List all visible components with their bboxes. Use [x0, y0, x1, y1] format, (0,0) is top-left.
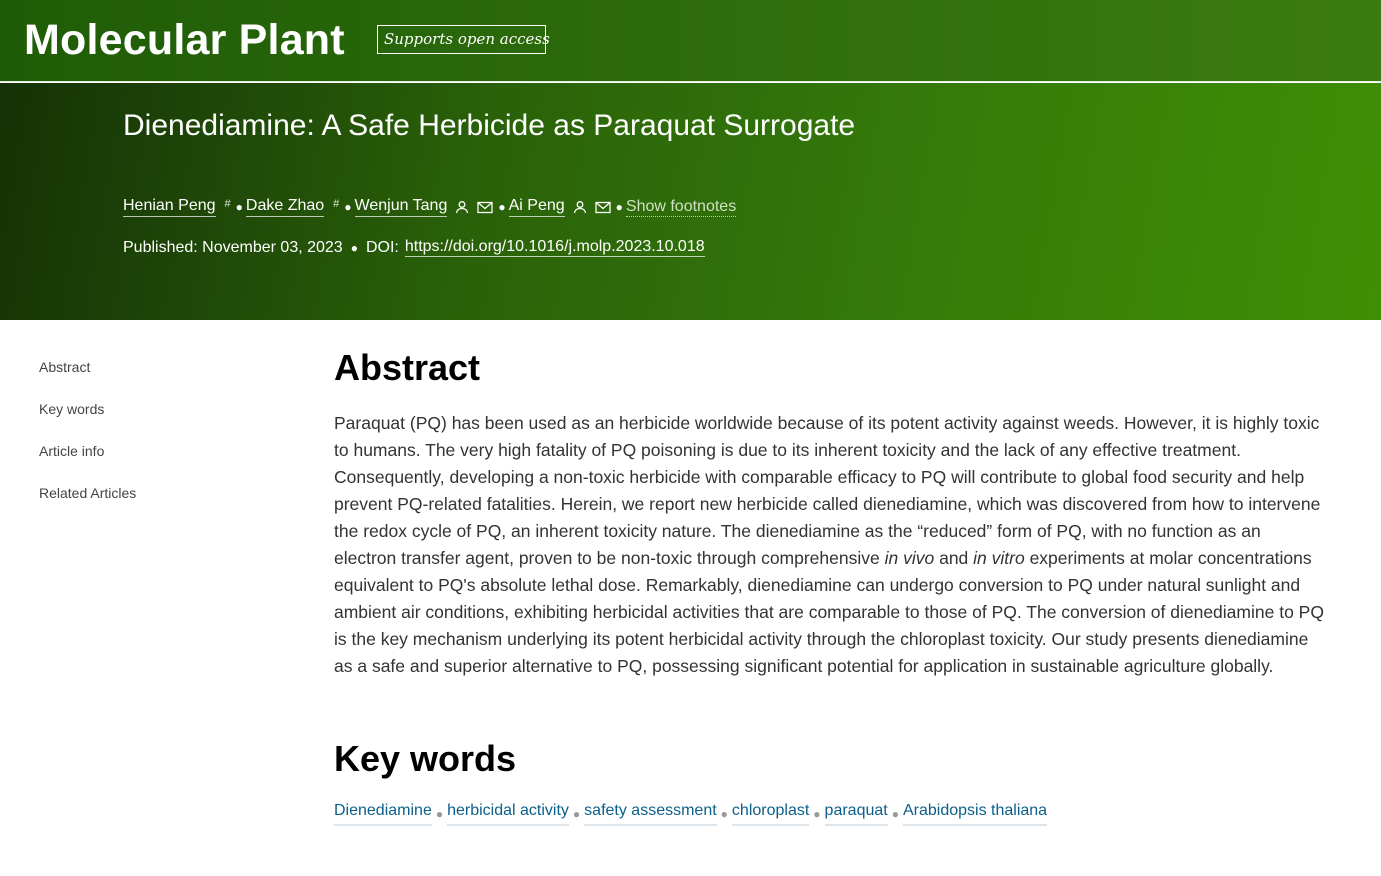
abstract-text [334, 410, 1324, 680]
keyword-link[interactable]: Dienediamine [334, 802, 432, 826]
mail-icon[interactable] [477, 201, 493, 214]
separator-dot: ● [435, 807, 444, 821]
author-dake-zhao[interactable]: Dake Zhao [246, 197, 324, 217]
abstract-emphasis: in vitro [973, 548, 1025, 568]
author-list [123, 196, 736, 218]
author-wenjun-tang[interactable]: Wenjun Tang [355, 197, 448, 217]
show-footnotes-link[interactable]: Show footnotes [625, 197, 737, 215]
keywords-heading: Key words [334, 738, 517, 779]
abstract-part: and [934, 548, 974, 568]
nav-abstract[interactable]: Abstract [39, 359, 91, 375]
abstract-part: experiments at molar concentrations equivalent to PQ's absolute lethal dose. Remarkably, dienediamine can undergo conversion to PQ under natural sunlight and ambient air conditions, exhibiting herbicidal activities that are comparable to those of PQ. The conversion of dienediamine to PQ is the key mechanism underlying its potent herbicidal activity through the chloroplast toxicity. Our study presents dienediamine as a safe and superior alternative to PQ, possessing significant potential for application in sustainable agriculture globally. [334, 548, 1324, 676]
keyword-link[interactable]: herbicidal activity [447, 802, 569, 826]
author-ai-peng[interactable]: Ai Peng [509, 197, 565, 217]
separator-dot: ● [572, 807, 581, 821]
person-icon[interactable] [455, 200, 469, 214]
keyword-link[interactable]: chloroplast [732, 802, 809, 826]
article-hero [0, 83, 1381, 320]
nav-related-articles[interactable]: Related Articles [39, 485, 137, 501]
person-icon[interactable] [573, 200, 587, 214]
open-access-badge[interactable]: Supports open access [377, 25, 546, 54]
keyword-link[interactable]: Arabidopsis thaliana [903, 802, 1047, 826]
keyword-list [334, 802, 1334, 826]
abstract-part: Paraquat (PQ) has been used as an herbicide worldwide because of its potent activity against weeds. However, it is highly toxic to humans. The very high fatality of PQ poisoning is due to its inherent toxicity and the lack of any effective treatment. Consequently, developing a non-toxic herbicide with comparable efficacy to PQ will contribute to global food security and help prevent PQ-related fatalities. Herein, we report new herbicide called dienediamine, which was discovered from how to intervene the redox cycle of PQ, an inherent toxicity nature. The dienediamine as the “reduced” form of PQ, with no function as an electron transfer agent, proven to be non-toxic through comprehensive [334, 413, 1321, 568]
separator-dot: ● [344, 200, 352, 214]
keyword-link[interactable]: safety assessment [584, 802, 717, 826]
footnote-mark[interactable]: # [333, 198, 340, 210]
doi-label: DOI: [365, 238, 399, 256]
separator-dot: ● [498, 200, 506, 214]
mail-icon[interactable] [595, 201, 611, 214]
journal-title[interactable]: Molecular Plant [24, 16, 345, 64]
article-title: Dienediamine: A Safe Herbicide as Paraquat Surrogate [123, 109, 856, 142]
article-sidenav [39, 358, 136, 526]
journal-header [0, 0, 1381, 82]
published-date: Published: November 03, 2023 [123, 238, 343, 256]
nav-article-info[interactable]: Article info [39, 443, 105, 459]
doi-link[interactable]: https://doi.org/10.1016/j.molp.2023.10.018 [404, 238, 705, 255]
separator-dot: ● [813, 807, 821, 821]
abstract-heading: Abstract [334, 347, 481, 388]
footnote-mark[interactable]: # [224, 198, 231, 210]
separator-dot: ● [235, 200, 243, 214]
separator-dot: ● [720, 807, 728, 821]
publication-info [123, 238, 705, 257]
separator-dot: ● [615, 200, 623, 214]
article-body [334, 347, 1334, 826]
abstract-emphasis: in vivo [884, 548, 935, 568]
keyword-link[interactable]: paraquat [825, 802, 888, 826]
separator-dot: ● [350, 240, 358, 255]
nav-key-words[interactable]: Key words [39, 401, 105, 417]
author-henian-peng[interactable]: Henian Peng [123, 197, 216, 217]
separator-dot: ● [891, 807, 899, 821]
